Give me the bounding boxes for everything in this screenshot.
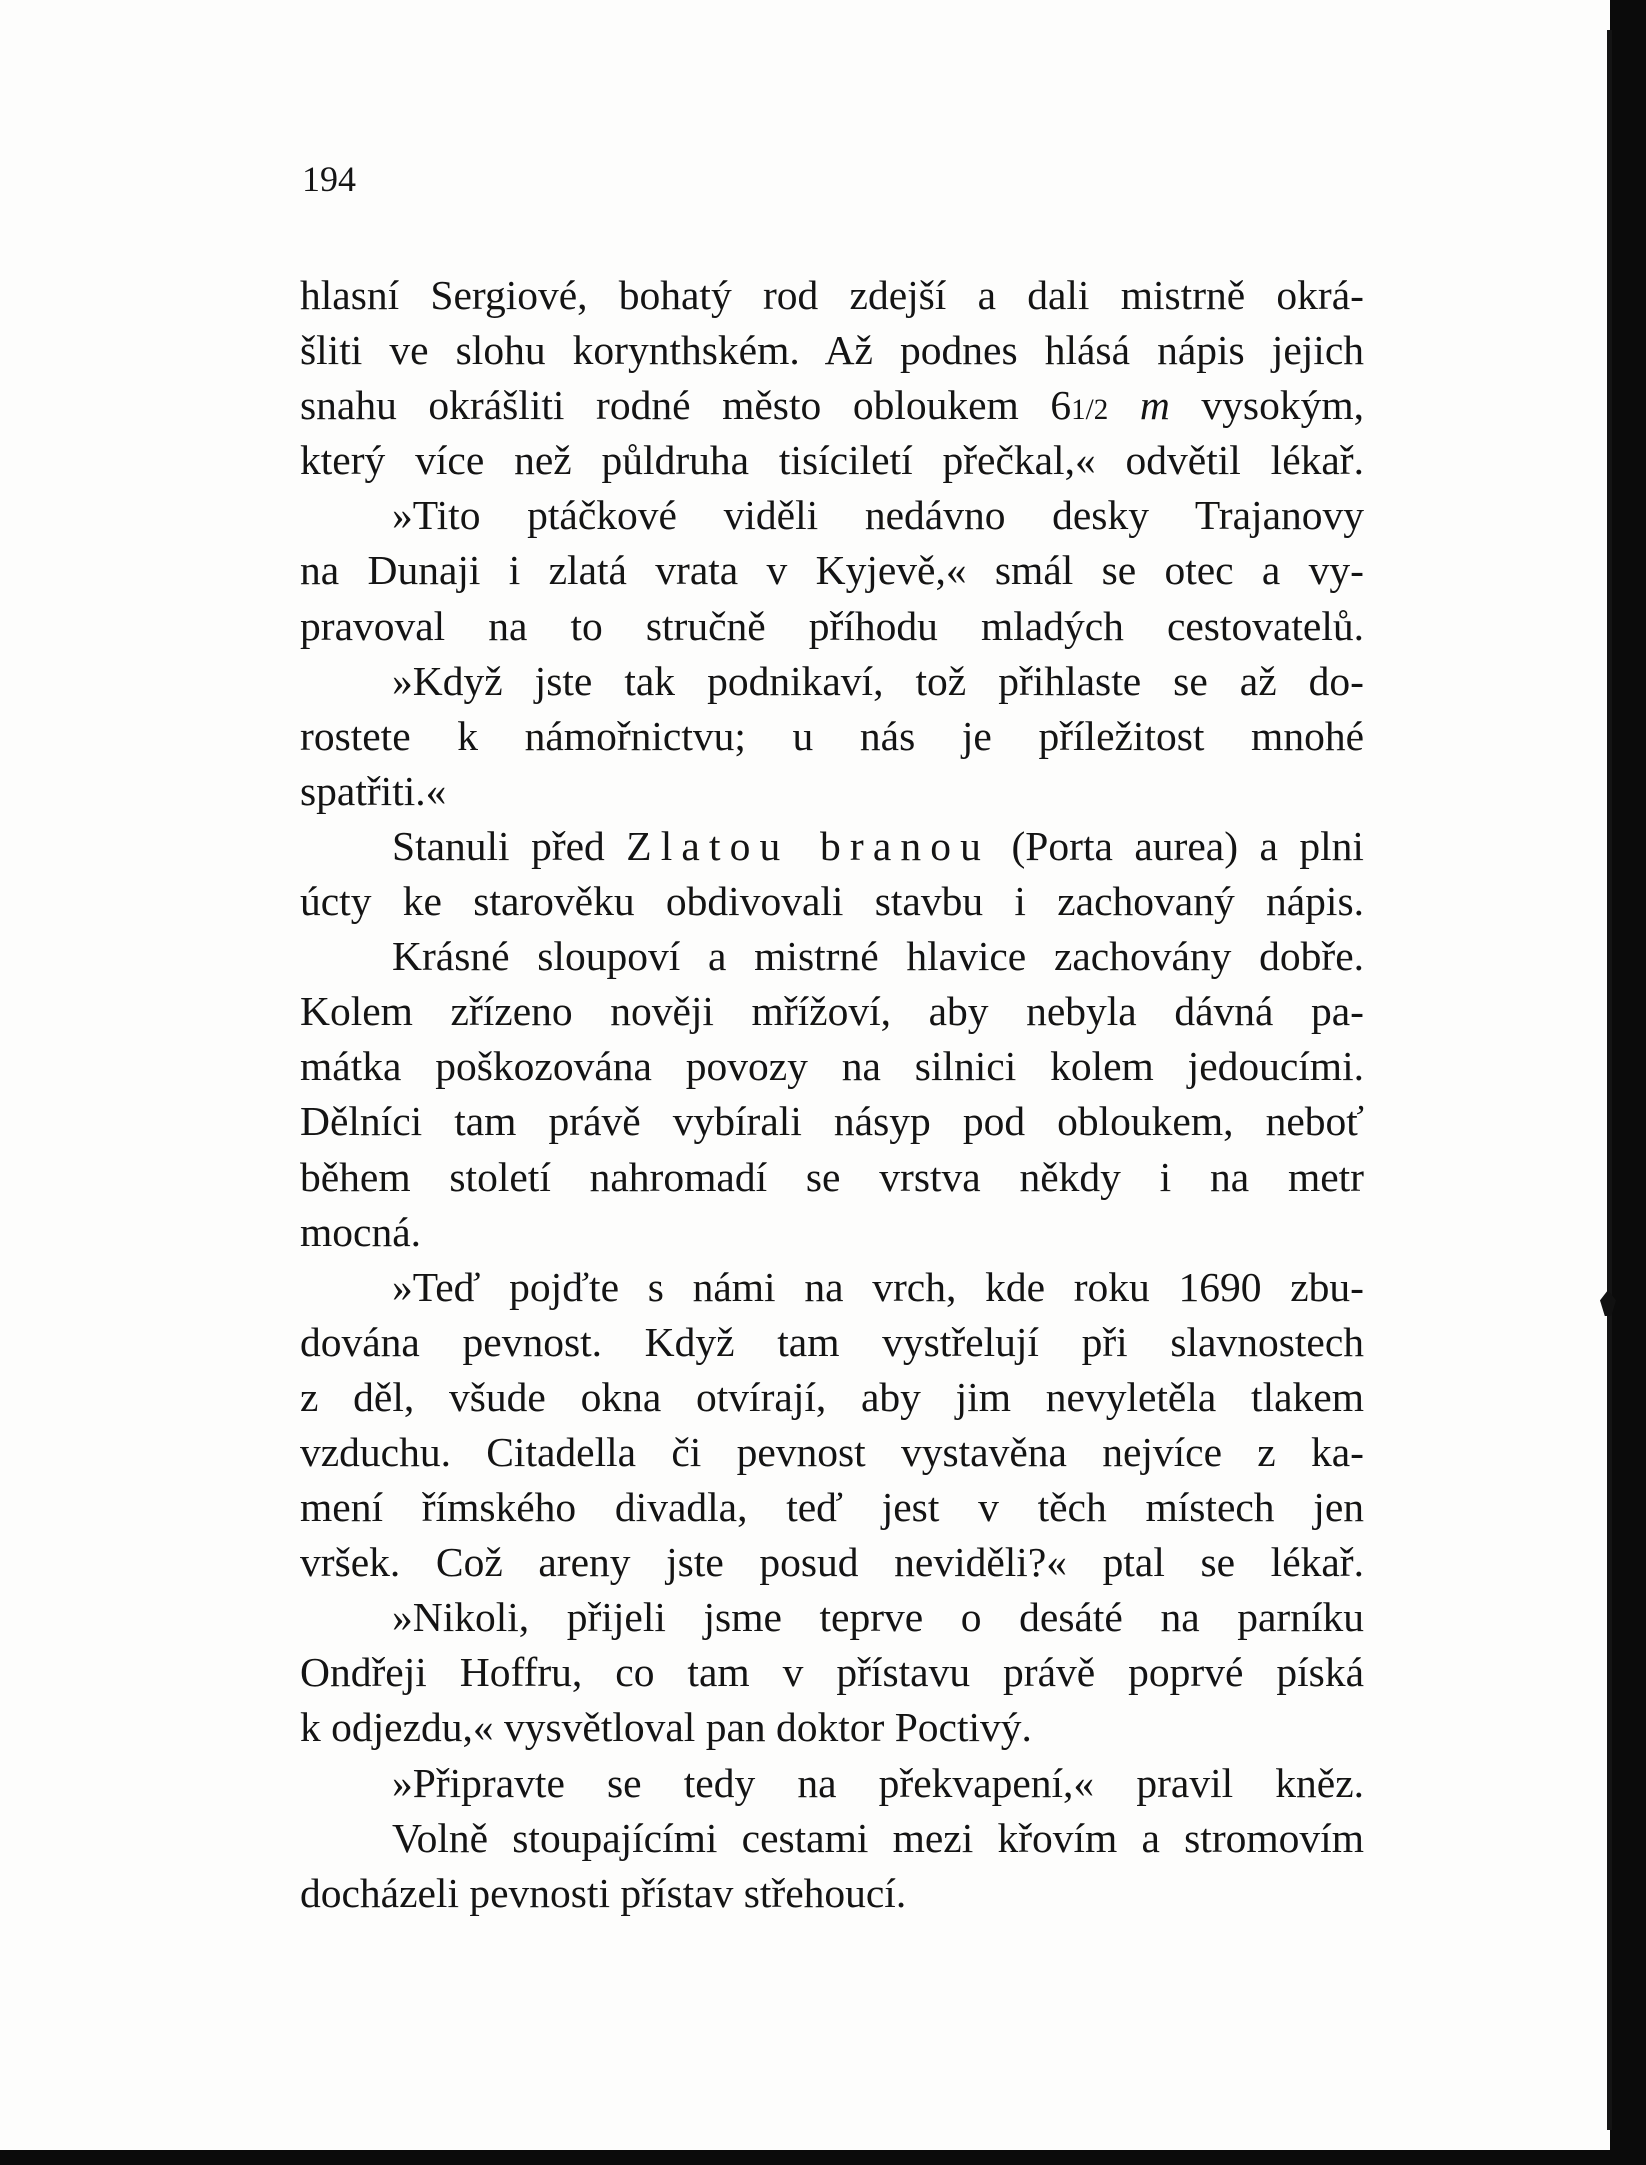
text-line: mocná. — [300, 1208, 421, 1255]
text-segment: Stanuli před — [392, 822, 627, 869]
text-line: na Dunaji i zlatá vrata v Kyjevě,« smál se otec a vy- — [300, 547, 1364, 594]
text-line — [300, 378, 1364, 433]
text-line: mátka poškozována povozy na silnici kolem jedoucími. — [300, 1043, 1364, 1090]
text-line: během století nahromadí se vrstva někdy i na metr — [300, 1153, 1364, 1200]
text-line: »Teď pojďte s námi na vrch, kde roku 1690 zbu- — [392, 1263, 1364, 1310]
text-line: dována pevnost. Když tam vystřelují při slavnostech — [300, 1318, 1364, 1365]
text-line — [300, 819, 1364, 874]
text-line: »Když jste tak podnikaví, tož přihlaste se až do- — [392, 657, 1364, 704]
text-line: pravoval na to stručně příhodu mladých cestovatelů. — [300, 602, 1364, 649]
fraction: 1/2 — [1071, 394, 1109, 427]
text-line: Kolem zřízeno nověji mřížoví, aby nebyla dávná pa- — [300, 988, 1364, 1035]
text-line: který více než půldruha tisíciletí přečkal,« odvětil lékař. — [300, 437, 1364, 484]
text-line: vršek. Což areny jste posud neviděli?« ptal se lékař. — [300, 1539, 1364, 1586]
text-line: docházeli pevnosti přístav střehoucí. — [300, 1869, 907, 1916]
text-line: spatřiti.« — [300, 767, 447, 814]
page-edge-line — [1607, 30, 1612, 2130]
text-line: »Připravte se tedy na překvapení,« pravil kněz. — [392, 1759, 1364, 1806]
unit: m — [1139, 382, 1170, 429]
text-line: Ondřeji Hoffru, co tam v přístavu právě poprvé píská — [300, 1649, 1364, 1696]
text-line: rostete k námořnictvu; u nás je příležitost mnohé — [300, 712, 1364, 759]
text-line: k odjezdu,« vysvětloval pan doktor Poctivý. — [300, 1704, 1032, 1751]
body-text — [300, 268, 1364, 1921]
text-line: šliti ve slohu korynthském. Až podnes hlásá nápis jejich — [300, 327, 1364, 374]
text-line: Volně stoupajícími cestami mezi křovím a stromovím — [392, 1814, 1364, 1861]
text-segment: vysokým, — [1169, 382, 1364, 429]
text-line: úcty ke starověku obdivovali stavbu i zachovaný nápis. — [300, 878, 1364, 925]
page-number: 194 — [302, 159, 356, 199]
text-line: Krásné sloupoví a mistrné hlavice zachovány dobře. — [392, 933, 1364, 980]
text-line: hlasní Sergiové, bohatý rod zdejší a dali mistrně okrá- — [300, 272, 1364, 318]
text-line: »Nikoli, přijeli jsme teprve o desáté na parníku — [392, 1594, 1364, 1641]
text-line: vzduchu. Citadella či pevnost vystavěna nejvíce z ka- — [300, 1428, 1364, 1475]
text-line: Dělníci tam právě vybírali násyp pod obloukem, neboť — [300, 1098, 1364, 1145]
text-segment: snahu okrášliti rodné město obloukem 6 — [300, 382, 1072, 429]
text-segment: (Porta aurea) a plni — [990, 822, 1364, 869]
text-line: z děl, všude okna otvírají, aby jim nevyletěla tlakem — [300, 1373, 1364, 1420]
spaced-text: Zlatou branou — [626, 822, 991, 869]
text-line: »Tito ptáčkové viděli nedávno desky Trajanovy — [392, 492, 1364, 539]
text-line: mení římského divadla, teď jest v těch místech jen — [300, 1484, 1364, 1531]
